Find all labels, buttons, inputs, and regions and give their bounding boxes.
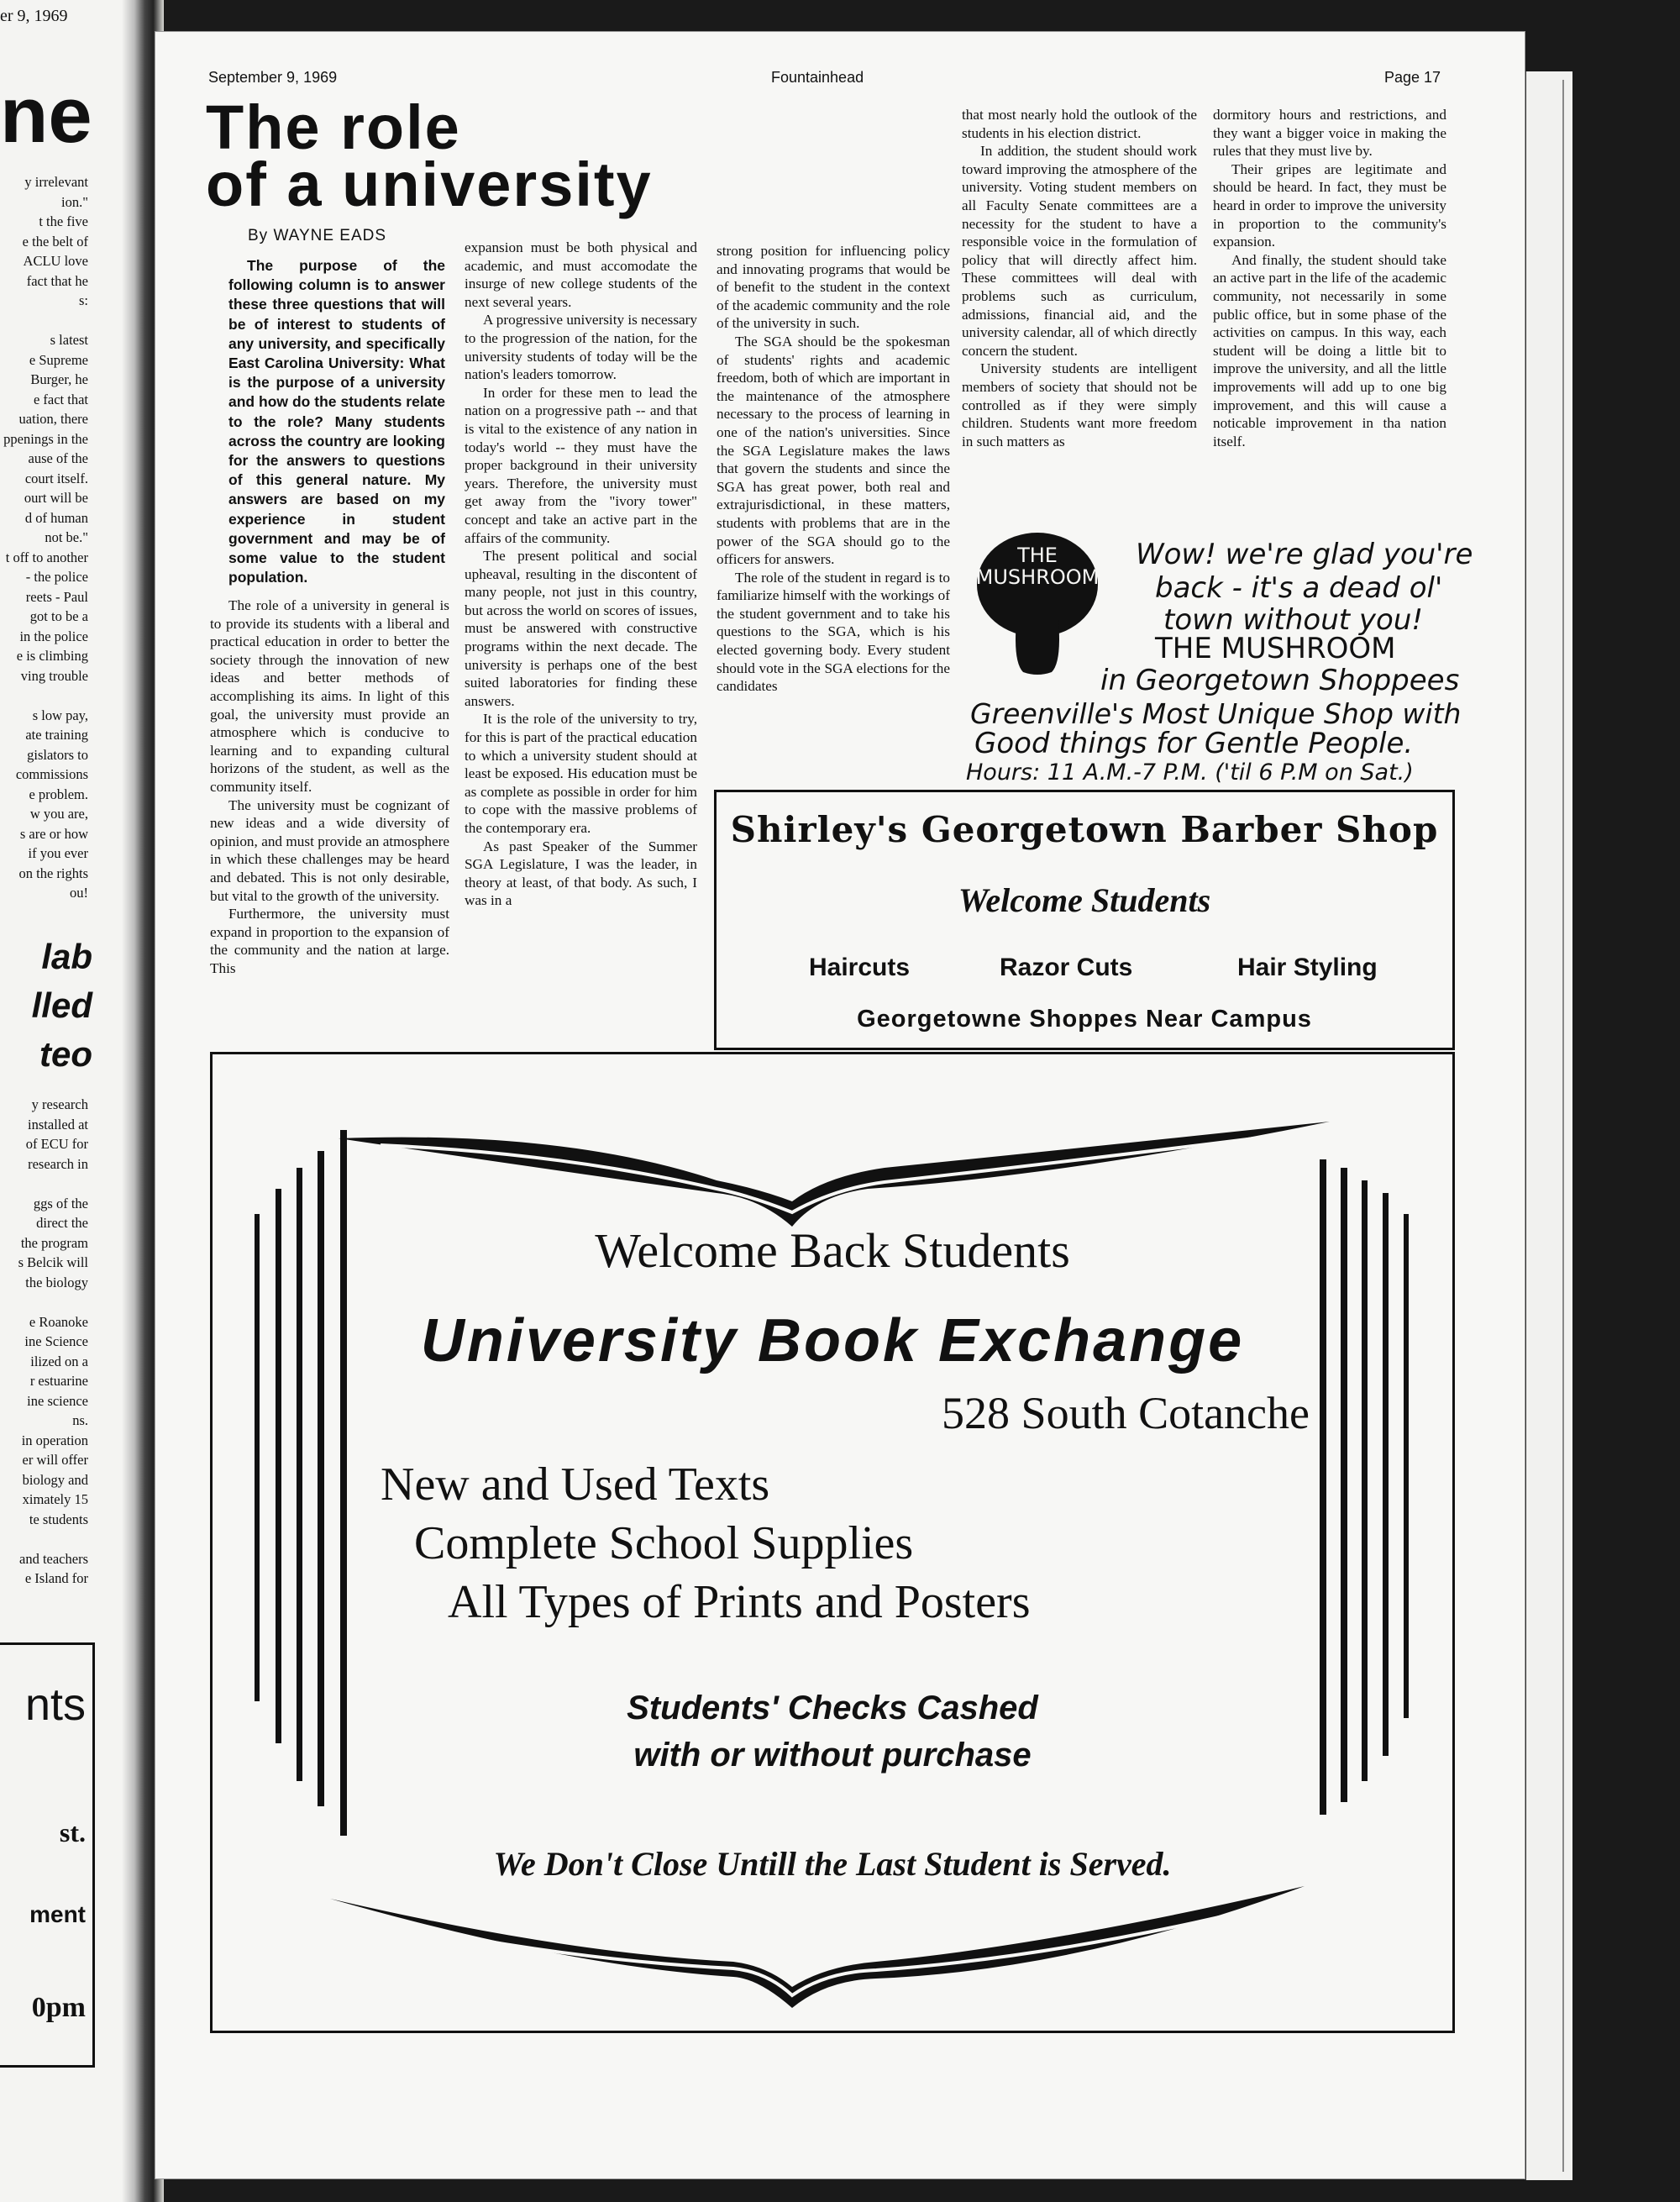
- adjacent-page-column-2: [0, 1095, 88, 1589]
- book-ad-offering: All Types of Prints and Posters: [448, 1576, 1031, 1628]
- adjacent-page-line: ine science: [27, 1392, 88, 1409]
- adjacent-page-line: Burger, he: [30, 371, 88, 387]
- adjacent-page-line: d of human: [24, 509, 88, 526]
- barber-shop-ad: [714, 790, 1455, 1050]
- article-headline-line-1: The role: [206, 92, 461, 162]
- paragraph: It is the role of the university to try, for this is part of the practical education to which a university student should at least be exposed. His education must be as complete as possible in order for him to cope with the massive problems of the contemporary era.: [465, 711, 697, 836]
- adjacent-page-line: w you are,: [29, 806, 88, 822]
- adjacent-page-line: uation, there: [18, 411, 88, 427]
- paragraph: The SGA should be the spokesman of students' rights and academic freedom, both of which are important in the maintenance of the atmosphere necessary to the process of learning in one of the nation's universities. Since the SGA Legislature makes the laws that govern the students and since the SGA has great power, both real and extrajurisdictional, in these matters, students with problems that are in the power of the SGA should go to the officers for answers.: [717, 333, 950, 568]
- mushroom-logo: [974, 528, 1100, 679]
- book-ad-store-name: University Book Exchange: [420, 1307, 1245, 1374]
- adjacent-page-line: ate training: [25, 727, 88, 743]
- adjacent-page-line: commissions: [15, 766, 88, 782]
- mushroom-ad-line: town without you!: [1163, 603, 1424, 637]
- stacked-pages-edge: [1541, 80, 1564, 2172]
- adjacent-page-line: lab: [41, 937, 92, 976]
- adjacent-page-line: direct the: [36, 1215, 88, 1231]
- mushroom-ad-line: Greenville's Most Unique Shop with: [970, 697, 1462, 730]
- adjacent-page-line: s latest: [50, 332, 88, 348]
- paragraph: As past Speaker of the Summer SGA Legislature, I was the leader, in theory at least, of that body. As such, I was in a: [465, 838, 697, 909]
- adjacent-page-line: got to be a: [29, 608, 88, 624]
- adjacent-page-line: [0, 686, 88, 706]
- paragraph: And finally, the student should take an active part in the life of the academic community, not necessarily in some public office, but in some phase of the activities on campus. In this way, each student will be doing a little bit to improve the university, and all the little improvements will add up to one big improvement, and this will cause a noticable improvement in tha nation itself.: [1213, 251, 1446, 449]
- intro-paragraph: The purpose of the following column is to answer these three questions that will be of interest to students of any university, and specifically East Carolina University: What is the purpose of a university and how do the students relate to the role? Many students across the country are looking for the answers to questions of this general nature. My answers are based on my experience in student government and may be of some value to the student population.: [228, 257, 445, 586]
- adjacent-page-headline: ne: [0, 71, 92, 159]
- adjacent-page-line: s are or how: [19, 825, 88, 842]
- adjacent-page-line: y irrelevant: [24, 174, 88, 190]
- paragraph: The role of the student in regard is to familiarize himself with the workings of the student government and to take his questions to the SGA, which is his elected governing body. Every student should vote in the SGA elections for the candidates: [717, 569, 950, 695]
- article-column-3: [717, 242, 950, 696]
- article-column-4: [962, 106, 1197, 450]
- adjacent-page-line: in operation: [21, 1432, 88, 1448]
- book-ad-checks: [213, 1684, 1452, 1779]
- article-column-5: [1213, 106, 1446, 450]
- adjacent-page-line: ause of the: [28, 450, 88, 466]
- barber-service: Haircuts: [809, 954, 911, 981]
- adjacent-page-line: and teachers: [19, 1550, 88, 1567]
- barber-service: Razor Cuts: [1000, 954, 1133, 981]
- article-headline-line-2: of a university: [206, 150, 653, 219]
- book-exchange-ad: [210, 1052, 1455, 2033]
- adjacent-page-strip: [0, 0, 139, 2202]
- adjacent-page-line: ACLU love: [23, 253, 88, 269]
- adjacent-page-line: [0, 1529, 88, 1549]
- paragraph: A progressive university is necessary to the progression of the nation, for the university students of today will be the nation's leaders tomorrow.: [465, 312, 697, 383]
- adjacent-page-line: the program: [20, 1234, 88, 1251]
- paragraph: that most nearly hold the outlook of the students in his election district.: [962, 107, 1197, 141]
- adjacent-page-line: not be.": [45, 529, 88, 545]
- adjacent-page-line: e Supreme: [29, 351, 88, 368]
- paragraph: The present political and social upheaval, resulting in the discontent of many people, not just in this country, but across the world on scores of issues, must be answered with constructive programs within the next decade. The university is perhaps one of the best suited laboratories for finding these answers.: [465, 548, 697, 709]
- book-ad-checks-line: with or without purchase: [633, 1737, 1032, 1774]
- adjacent-page-line: fact that he: [26, 272, 88, 289]
- adjacent-page-line: ou!: [70, 885, 88, 901]
- adjacent-page-line: y research: [31, 1096, 88, 1112]
- adjacent-page-column: [0, 172, 88, 903]
- adjacent-page-date: er 9, 1969: [0, 7, 68, 25]
- paragraph: In addition, the student should work toward improving the atmosphere of the university. Voting student members on all Faculty Senate committees are a necessity for the student to have a responsible voice in the formulation of policy that will directly affect him. These committees will deal with problems such as curriculum, admissions, financial aid, and the university calendar, all of which directly concern the student.: [962, 143, 1197, 359]
- adjacent-page-line: s low pay,: [32, 707, 88, 723]
- paragraph: strong position for influencing policy and innovating programs that would be of benefit to the student in the context of the academic community and the role of the university in such.: [717, 243, 950, 332]
- adjacent-page-line: e Roanoke: [29, 1313, 88, 1330]
- paragraph: The role of a university in general is to provide its students with a liberal and practical education in order to better the society through the innovation of new ideas and better methods of accomplishing its aims. In light of this goal, the university must provide an atmosphere which is conducive to learning and to expanding cultural horizons of the student, as well as the community itself.: [210, 597, 449, 795]
- mushroom-ad-line: in Georgetown Shoppees: [1100, 664, 1460, 697]
- adjacent-page-line: s:: [78, 292, 88, 308]
- adjacent-page-line: research in: [28, 1155, 88, 1172]
- adjacent-page-line: ggs of the: [33, 1195, 88, 1211]
- barber-shop-title: Shirley's Georgetown Barber Shop: [730, 809, 1439, 850]
- paragraph: The university must be cognizant of new ideas and a wide diversity of opinion, and must provide an atmosphere in which these challenges may be heard and debated. This is not only desirable, but vital to the growth of the university.: [210, 796, 449, 904]
- adjacent-page-line: t the five: [39, 213, 88, 229]
- paragraph: expansion must be both physical and academic, and must accomodate the insurge of new college students of the next several years.: [465, 239, 697, 310]
- article-intro: [228, 256, 445, 587]
- adjacent-page-line: ine Science: [24, 1333, 88, 1349]
- barber-location: Georgetowne Shoppes Near Campus: [857, 1006, 1312, 1033]
- adjacent-page-line: [0, 1292, 88, 1312]
- adjacent-page-line: installed at: [28, 1116, 88, 1133]
- adjacent-page-subhead: [32, 933, 92, 1079]
- adjacent-page-line: ilized on a: [30, 1353, 88, 1369]
- adjacent-page-line: r estuarine: [29, 1373, 88, 1389]
- article-column-2: [465, 239, 697, 910]
- adjacent-page-line: t off to another: [5, 549, 88, 565]
- book-ad-closing: We Don't Close Untill the Last Student is Served.: [493, 1845, 1172, 1883]
- adjacent-page-line: reets - Paul: [25, 588, 88, 605]
- book-ad-checks-line: Students' Checks Cashed: [627, 1690, 1038, 1726]
- book-ad-welcome: Welcome Back Students: [595, 1223, 1070, 1278]
- paragraph: Their gripes are legitimate and should be heard. In fact, they must be heard in order to improve the university in proportion to the community's expansion.: [1213, 160, 1446, 250]
- adjacent-page-line: lled: [31, 985, 92, 1025]
- paragraph: dormitory hours and restrictions, and they want a bigger voice in making the rules that they must live by.: [1213, 107, 1446, 160]
- adjacent-page-line: ving trouble: [20, 667, 88, 684]
- adjacent-page-line: e problem.: [29, 786, 88, 802]
- adjacent-page-line: in the police: [19, 628, 88, 644]
- adjacent-page-line: court itself.: [24, 470, 88, 486]
- adjacent-page-line: [0, 1174, 88, 1194]
- adjacent-page-line: er will offer: [22, 1452, 88, 1468]
- adjacent-page-line: e fact that: [33, 391, 88, 407]
- adjacent-page-line: ourt will be: [24, 490, 88, 506]
- article-column-1: [210, 596, 449, 977]
- book-ad-offering: Complete School Supplies: [414, 1517, 914, 1569]
- adjacent-ad-fragment: 0pm: [31, 1992, 86, 2023]
- adjacent-page-line: te students: [29, 1511, 88, 1527]
- page-number: Page 17: [1384, 69, 1441, 86]
- mushroom-logo-text: MUSHROOM: [975, 565, 1100, 589]
- barber-service: Hair Styling: [1237, 954, 1378, 981]
- adjacent-page-ad-box: [0, 1642, 95, 2068]
- adjacent-page-line: gislators to: [27, 746, 88, 763]
- adjacent-page-line: - the police: [25, 569, 88, 585]
- issue-date: September 9, 1969: [208, 69, 338, 86]
- adjacent-ad-fragment: st.: [59, 1817, 86, 1847]
- mushroom-ad-line: Wow! we're glad you're: [1136, 538, 1473, 571]
- adjacent-page-line: ion.": [61, 193, 88, 210]
- paragraph: University students are intelligent members of society that should not be controlled as if they were simply children. Students want more freedom in such matters as: [962, 360, 1197, 449]
- adjacent-page-line: ppenings in the: [3, 430, 88, 447]
- adjacent-page-line: e is climbing: [16, 648, 88, 664]
- adjacent-page-line: of ECU for: [25, 1136, 88, 1152]
- adjacent-page-line: s Belcik will: [18, 1254, 88, 1270]
- adjacent-page-line: [0, 311, 88, 331]
- paragraph: Furthermore, the university must expand in proportion to the expansion of the community and the nation at large. This: [210, 906, 449, 976]
- adjacent-page-line: e Island for: [24, 1570, 88, 1586]
- mushroom-ad-line: Good things for Gentle People.: [974, 727, 1414, 760]
- adjacent-page-line: on the rights: [18, 865, 88, 881]
- mushroom-ad-line: back - it's a dead ol': [1155, 571, 1443, 605]
- adjacent-page-line: the biology: [25, 1274, 88, 1290]
- mushroom-logo-text: THE: [1017, 544, 1058, 567]
- adjacent-page-line: if you ever: [28, 845, 88, 861]
- adjacent-ad-fragment: ment: [29, 1901, 86, 1927]
- barber-welcome: Welcome Students: [958, 881, 1211, 919]
- adjacent-page-line: ximately 15: [22, 1491, 88, 1507]
- adjacent-page-line: e the belt of: [22, 233, 88, 250]
- mushroom-ad-name: THE MUSHROOM: [1155, 632, 1396, 665]
- book-ad-address: 528 South Cotanche: [942, 1388, 1310, 1438]
- article-byline: By WAYNE EADS: [248, 227, 387, 244]
- adjacent-page-line: teo: [39, 1034, 92, 1074]
- book-ad-offering: New and Used Texts: [381, 1458, 770, 1511]
- paragraph: In order for these men to lead the nation on a progressive path -- and that is vital to the existence of any nation in today's world -- they must have the proper background in their university years. Therefore, the university must get away from the "ivory tower" concept and take an active part in the affairs of the community.: [465, 384, 697, 546]
- adjacent-page-line: biology and: [22, 1471, 88, 1488]
- paper-name: Fountainhead: [771, 69, 864, 86]
- adjacent-ad-fragment: nts: [24, 1679, 86, 1730]
- adjacent-page-line: ns.: [72, 1412, 88, 1428]
- mushroom-ad-hours: Hours: 11 A.M.-7 P.M. ('til 6 P.M on Sat.): [966, 759, 1414, 786]
